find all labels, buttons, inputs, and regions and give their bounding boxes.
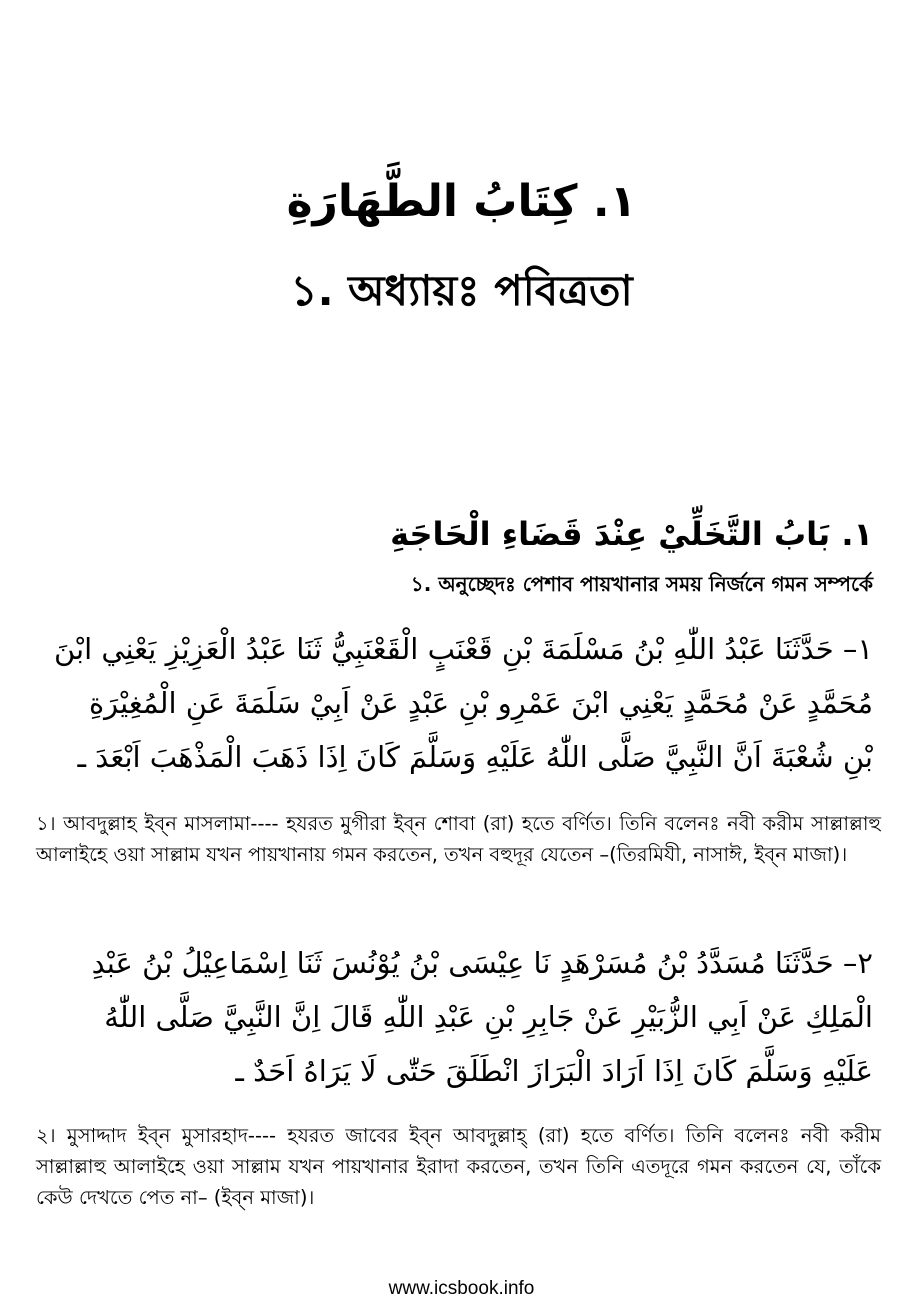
book-title-bengali: ১. অধ্যায়ঃ পবিত্রতা — [290, 266, 633, 315]
hadith-2-translation: ২। মুসাদ্দাদ ইব্‌ন মুসারহাদ---- হযরত জাবের ইব্‌ন আবদুল্লাহ্ (রা) হতে বর্ণিত। তিনি বলেনঃ নবী করীম সাল্লাল্লাহু আলাইহে ওয়া সাল্লাম যখন পায়খানার ইরাদা করতেন, তখন তিনি এতদূরে গমন করতেন যে, তাঁকে কেউ দেখতে পেত না– (ইব্‌ন মাজা)। — [36, 1124, 881, 1209]
footer-url: www.icsbook.info — [388, 1278, 535, 1299]
hadith-1-translation: ১। আবদুল্লাহ ইব্‌ন মাসলামা---- হযরত মুগীরা ইব্‌ন শোবা (রা) হতে বর্ণিত। তিনি বলেনঃ নবী করীম সাল্লাল্লাহু আলাইহে ওয়া সাল্লাম যখন পায়খানায় গমন করতেন, তখন বহুদূর যেতেন –(তিরমিযী, নাসাঈ, ইব্‌ন মাজা)। — [36, 812, 881, 866]
chapter-title-arabic: ١. بَابُ التَّخَلِّيْ عِنْدَ قَضَاءِ الْحَاجَةِ — [390, 515, 873, 553]
chapter-title-bengali: ১. অনুচ্ছেদঃ পেশাব পায়খানার সময় নির্জনে গমন সম্পর্কে — [410, 572, 873, 596]
book-title-arabic: ١. كِتَابُ الطَّهَارَةِ — [286, 176, 637, 227]
hadith-2-arabic: ٢– حَدَّثَنَا مُسَدَّدُ بْنُ مُسَرْهَدٍ نَا عِيْسَى بْنُ يُوْنُسَ ثَنَا اِسْمَاعِيْلُ بْنُ عَبْدِ الْمَلِكِ عَنْ اَبِي الزُّبَيْرِ عَنْ جَابِرِ بْنِ عَبْدِ اللّٰهِ قَالَ اِنَّ النَّبِيَّ صَلَّى اللّٰهُ عَلَيْهِ وَسَلَّمَ كَانَ اِذَا اَرَادَ الْبَرَازَ انْطَلَقَ حَتّٰى لَا يَرَاهُ اَحَدٌ ـ — [91, 946, 873, 1088]
hadith-1-arabic: ١– حَدَّثَنَا عَبْدُ اللّٰهِ بْنُ مَسْلَمَةَ بْنِ قَعْنَبٍ الْقَعْنَبِيُّ ثَنَا عَبْدُ الْعَزِيْزِ يَعْنِي ابْنَ مُحَمَّدٍ عَنْ مُحَمَّدٍ يَعْنِي ابْنَ عَمْرِو بْنِ عَبْدٍ عَنْ اَبِيْ سَلَمَةَ عَنِ الْمُغِيْرَةِ بْنِ شُعْبَةَ اَنَّ النَّبِيَّ صَلَّى اللّٰهُ عَلَيْهِ وَسَلَّمَ كَانَ اِذَا ذَهَبَ الْمَذْهَبَ اَبْعَدَ ـ — [53, 632, 873, 774]
